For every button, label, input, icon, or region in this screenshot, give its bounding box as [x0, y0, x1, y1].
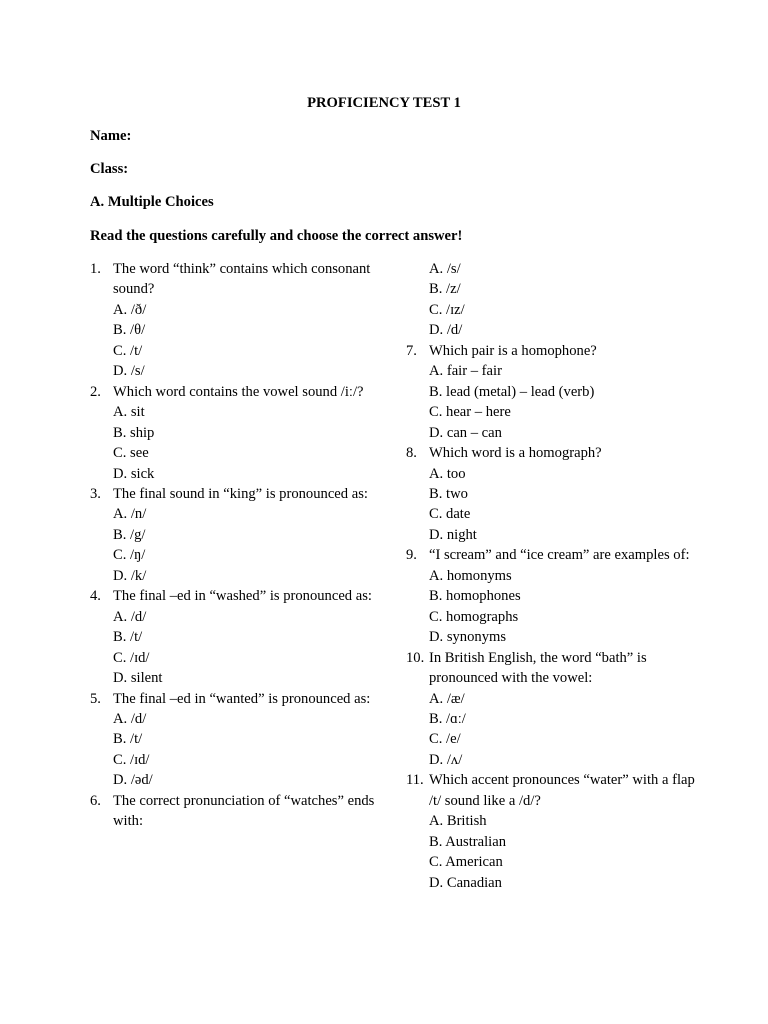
- question-item: [90, 484, 380, 504]
- answer-option: D. silent: [113, 670, 163, 687]
- answer-option: C. /ŋ/: [113, 547, 146, 564]
- answer-option: C. /ɪd/: [113, 649, 150, 666]
- answer-option: C. homographs: [429, 608, 519, 625]
- answer-option: D. synonyms: [429, 629, 507, 646]
- answer-option: A. sit: [113, 404, 145, 421]
- question-item: [90, 259, 380, 300]
- answer-option: B. /θ/: [113, 322, 146, 339]
- question-number: 6.: [90, 792, 101, 809]
- question-text: Which word contains the vowel sound /iː/?: [113, 383, 364, 400]
- page-title: PROFICIENCY TEST 1: [307, 95, 461, 111]
- answer-option: C. hear – here: [429, 404, 511, 421]
- answer-option: C. /ɪd/: [113, 751, 150, 768]
- question-text: Which accent pronounces “water” with a flap /t/ sound like a /d/?: [429, 772, 695, 809]
- answer-option: C. American: [429, 854, 503, 871]
- answer-option: C. /t/: [113, 342, 143, 359]
- question-text: Which pair is a homophone?: [429, 342, 597, 359]
- answer-option: B. /ɑː/: [429, 710, 466, 727]
- question-number: 3.: [90, 485, 101, 502]
- answer-option: A. /d/: [113, 608, 147, 625]
- question-item: [90, 586, 380, 606]
- question-number: 11.: [406, 772, 424, 789]
- question-item: [90, 689, 380, 709]
- question-item: [406, 443, 696, 463]
- answer-option: C. /e/: [429, 731, 461, 748]
- answer-option: D. /k/: [113, 567, 147, 584]
- answer-option: A. /æ/: [429, 690, 465, 707]
- answer-option: B. homophones: [429, 588, 521, 605]
- answer-option: A. fair – fair: [429, 363, 502, 380]
- question-number: 1.: [90, 261, 101, 277]
- instruction-text: Read the questions carefully and choose the correct answer!: [90, 228, 463, 244]
- answer-option: B. lead (metal) – lead (verb): [429, 383, 595, 400]
- answer-option: D. /ʌ/: [429, 751, 463, 768]
- answer-option: B. Australian: [429, 833, 507, 850]
- answer-option: A. /n/: [113, 506, 147, 523]
- answer-option: B. ship: [113, 424, 155, 441]
- answer-option: B. /t/: [113, 731, 143, 748]
- answer-option: D. Canadian: [429, 874, 502, 891]
- question-text: The final –ed in “washed” is pronounced as:: [113, 588, 372, 605]
- answer-option: B. two: [429, 485, 468, 502]
- answer-option: A. /ð/: [113, 301, 147, 318]
- answer-option: B. /t/: [113, 629, 143, 646]
- answer-option: D. /əd/: [113, 772, 153, 789]
- section-title: A. Multiple Choices: [90, 194, 214, 210]
- answer-option: A. /d/: [113, 710, 147, 727]
- class-label: Class:: [90, 161, 129, 177]
- answer-option: D. night: [429, 526, 477, 543]
- question-number: 4.: [90, 588, 101, 605]
- question-number: 2.: [90, 383, 101, 400]
- answer-option: D. /s/: [113, 363, 145, 380]
- question-item: [406, 545, 696, 565]
- question-text: The final sound in “king” is pronounced as:: [113, 485, 368, 502]
- question-item: [406, 648, 696, 689]
- question-item: [406, 341, 696, 361]
- answer-option: A. /s/: [429, 261, 461, 277]
- answer-option: C. /ɪz/: [429, 301, 465, 318]
- question-item: [406, 770, 696, 811]
- question-number: 7.: [406, 342, 417, 359]
- question-text: The correct pronunciation of “watches” ends with:: [113, 792, 375, 830]
- answer-option: B. /g/: [113, 526, 146, 543]
- question-text: The final –ed in “wanted” is pronounced as:: [113, 690, 371, 707]
- answer-option: A. too: [429, 465, 466, 482]
- question-number: 5.: [90, 690, 101, 707]
- answer-option: A. homonyms: [429, 567, 512, 584]
- answer-option: A. British: [429, 813, 487, 830]
- question-text: In British English, the word “bath” is pronounced with the vowel:: [429, 649, 647, 687]
- question-item: [90, 382, 380, 402]
- answer-option: C. see: [113, 445, 149, 462]
- questions-right-column: [406, 259, 696, 893]
- question-text: “I scream” and “ice cream” are examples of:: [429, 547, 690, 564]
- question-number: 8.: [406, 445, 417, 462]
- question-number: 10.: [406, 649, 425, 666]
- name-label: Name:: [90, 128, 132, 144]
- answer-option: C. date: [429, 506, 471, 523]
- questions-left-column: [90, 259, 380, 832]
- answer-option: D. sick: [113, 465, 155, 482]
- question-text: Which word is a homograph?: [429, 445, 602, 462]
- answer-option: D. can – can: [429, 424, 502, 441]
- question-text: The word “think” contains which consonant sound?: [113, 261, 371, 298]
- question-item: [90, 791, 380, 832]
- answer-option: D. /d/: [429, 322, 463, 339]
- question-number: 9.: [406, 547, 417, 564]
- answer-option: B. /z/: [429, 281, 461, 298]
